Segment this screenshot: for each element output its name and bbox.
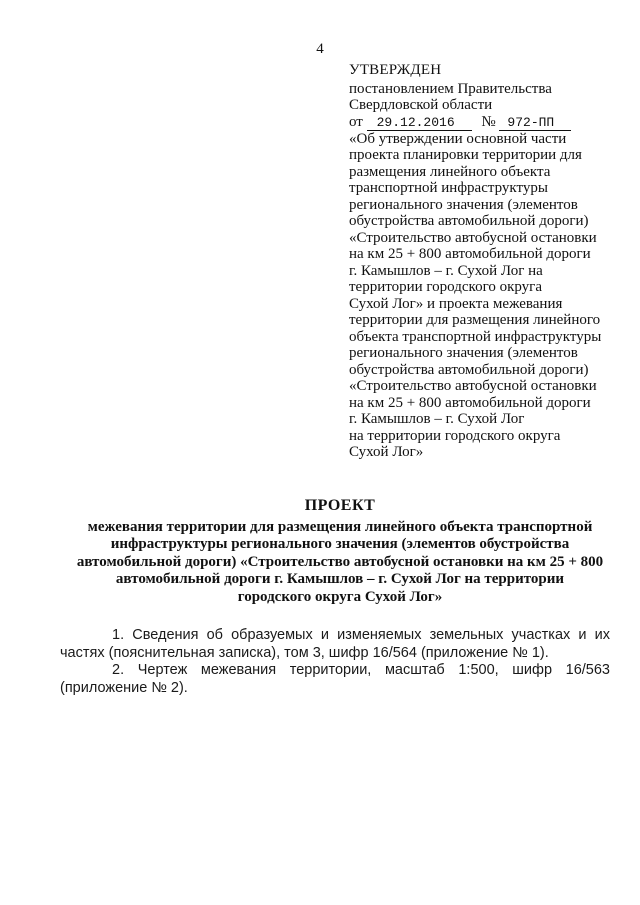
approval-text-line: транспортной инфраструктуры	[349, 180, 548, 196]
approval-date-number-line	[349, 114, 634, 131]
approval-text-line: Сухой Лог»	[349, 444, 424, 460]
project-title-block	[60, 497, 620, 606]
approval-text-line: обустройства автомобильной дороги)	[349, 213, 589, 229]
approval-text-line: на км 25 + 800 автомобильной дороги	[349, 246, 591, 262]
approval-text-line: «Строительство автобусной остановки	[349, 229, 597, 246]
page-number: 4	[316, 41, 324, 57]
approval-text-line: г. Камышлов – г. Сухой Лог	[349, 411, 525, 427]
list-item: 1. Сведения об образуемых и изменяемых земельных участках и их частях (пояснительная записка), том 3, шифр 16/564 (приложение № 1).	[60, 627, 610, 661]
approval-text-line: обустройства автомобильной дороги)	[349, 361, 589, 378]
approval-text-line: объекта транспортной инфраструктуры	[349, 328, 602, 345]
approval-text-line: «Об утверждении основной части	[349, 130, 567, 147]
approval-line-2: Свердловской области	[349, 97, 493, 113]
approval-text-line: регионального значения (элементов	[349, 345, 578, 361]
approval-text-line: Сухой Лог» и проекта межевания	[349, 295, 563, 312]
document-title: ПРОЕКТ	[304, 497, 376, 514]
approval-heading: УТВЕРЖДЕН	[349, 62, 442, 78]
approval-text-line: территории для размещения линейного	[349, 312, 601, 328]
approval-stamp-block	[349, 62, 634, 461]
approval-text-line: территории городского округа	[349, 279, 542, 295]
approval-date: 29.12.2016	[367, 116, 472, 131]
scan-edge	[0, 0, 640, 3]
contents-list	[60, 627, 610, 697]
date-prefix: от	[349, 113, 363, 130]
approval-text-line: проекта планировки территории для	[349, 147, 582, 163]
approval-text-line: размещения линейного объекта	[349, 163, 551, 180]
approval-text-line: «Строительство автобусной остановки	[349, 378, 597, 394]
approval-text-line: регионального значения (элементов	[349, 196, 578, 213]
title-line: межевания территории для размещения линейного объекта транспортной	[87, 518, 593, 535]
approval-text-line: на территории городского округа	[349, 427, 561, 444]
approval-number: 972-ПП	[499, 116, 571, 131]
title-line: инфраструктуры регионального значения (элементов обустройства	[110, 536, 570, 552]
number-prefix: №	[481, 113, 496, 130]
approval-text-line: г. Камышлов – г. Сухой Лог на	[349, 262, 543, 279]
title-line: автомобильной дороги) «Строительство автобусной остановки на км 25 + 800	[76, 553, 604, 570]
approval-line-1: постановлением Правительства	[349, 80, 552, 97]
list-item: 2. Чертеж межевания территории, масштаб 1:500, шифр 16/563 (приложение № 2).	[60, 662, 610, 696]
title-line: автомобильной дороги г. Камышлов – г. Сухой Лог на территории	[115, 571, 565, 587]
title-line: городского округа Сухой Лог»	[237, 588, 443, 605]
approval-text-line: на км 25 + 800 автомобильной дороги	[349, 394, 591, 411]
